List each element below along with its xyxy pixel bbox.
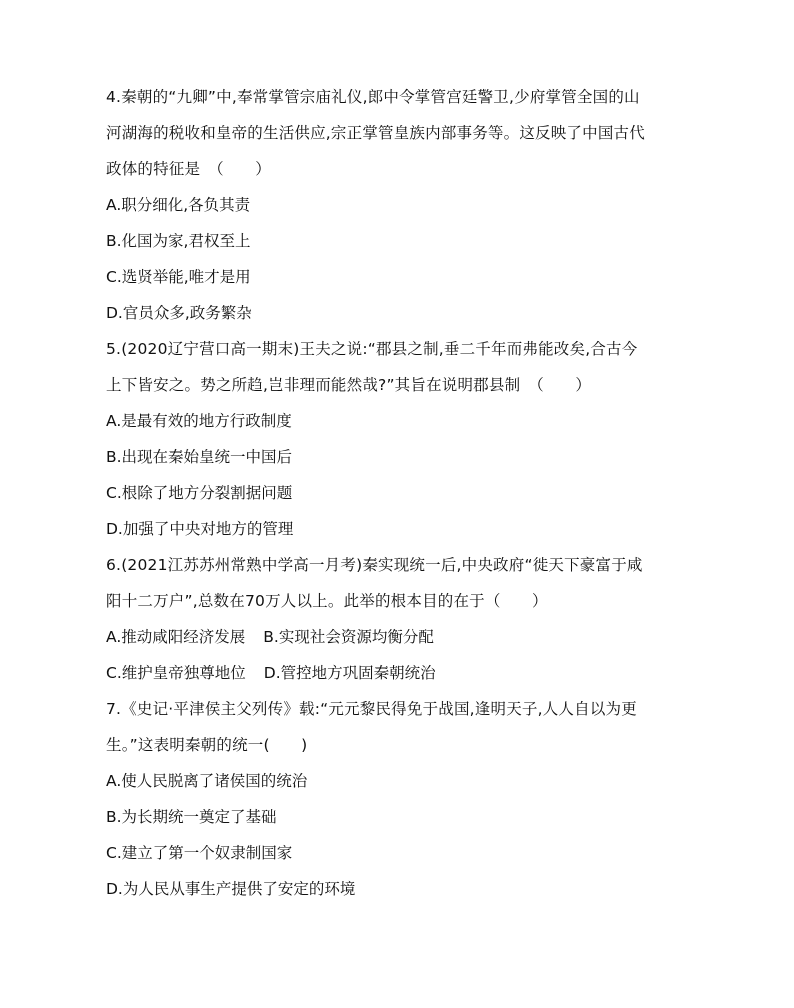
question-4-stem-line-3: 政体的特征是 （ ）	[106, 160, 271, 178]
question-6-option-row-1	[106, 626, 706, 648]
question-6-option-d[interactable]: D.管控地方巩固秦朝统治	[263, 664, 436, 682]
question-6-stem-line-1: 6.(2021江苏苏州常熟中学高一月考)秦实现统一后,中央政府“徙天下豪富于咸	[106, 556, 643, 574]
question-6-option-b[interactable]: B.实现社会资源均衡分配	[263, 628, 434, 646]
question-4-option-b[interactable]: B.化国为家,君权至上	[106, 232, 251, 250]
question-5-option-a[interactable]: A.是最有效的地方行政制度	[106, 412, 292, 430]
question-5-stem-line-1: 5.(2020辽宁营口高一期末)王夫之说:“郡县之制,垂二千年而弗能改矣,合古今	[106, 340, 638, 358]
question-6	[106, 554, 706, 684]
question-7-option-b[interactable]: B.为长期统一奠定了基础	[106, 808, 277, 826]
question-4-option-d[interactable]: D.官员众多,政务繁杂	[106, 304, 252, 322]
question-5-stem-line-2: 上下皆安之。势之所趋,岂非理而能然哉?”其旨在说明郡县制 （ ）	[106, 376, 592, 394]
question-7-stem-line-1: 7.《史记·平津侯主父列传》载:“元元黎民得免于战国,逢明天子,人人自以为更	[106, 700, 637, 718]
question-5	[106, 338, 706, 540]
question-4	[106, 86, 706, 324]
question-4-stem-line-2: 河湖海的税收和皇帝的生活供应,宗正掌管皇族内部事务等。这反映了中国古代	[106, 124, 645, 142]
question-4-stem-line-1: 4.秦朝的“九卿”中,奉常掌管宗庙礼仪,郎中令掌管宫廷警卫,少府掌管全国的山	[106, 88, 640, 106]
question-7-option-d[interactable]: D.为人民从事生产提供了安定的环境	[106, 880, 356, 898]
question-7-option-a[interactable]: A.使人民脱离了诸侯国的统治	[106, 772, 308, 790]
question-4-option-a[interactable]: A.职分细化,各负其责	[106, 196, 251, 214]
question-7	[106, 698, 706, 900]
question-7-stem-line-2: 生。”这表明秦朝的统一( )	[106, 736, 308, 754]
question-6-stem-line-2: 阳十二万户”,总数在70万人以上。此举的根本目的在于（ ）	[106, 592, 548, 610]
question-5-option-d[interactable]: D.加强了中央对地方的管理	[106, 520, 294, 538]
question-4-option-c[interactable]: C.选贤举能,唯才是用	[106, 268, 251, 286]
question-6-option-row-2	[106, 662, 706, 684]
question-5-option-c[interactable]: C.根除了地方分裂割据问题	[106, 484, 293, 502]
question-6-option-a[interactable]: A.推动咸阳经济发展	[106, 628, 246, 646]
question-7-option-c[interactable]: C.建立了第一个奴隶制国家	[106, 844, 293, 862]
question-sheet	[106, 86, 706, 900]
question-6-option-c[interactable]: C.维护皇帝独尊地位	[106, 664, 246, 682]
question-5-option-b[interactable]: B.出现在秦始皇统一中国后	[106, 448, 293, 466]
